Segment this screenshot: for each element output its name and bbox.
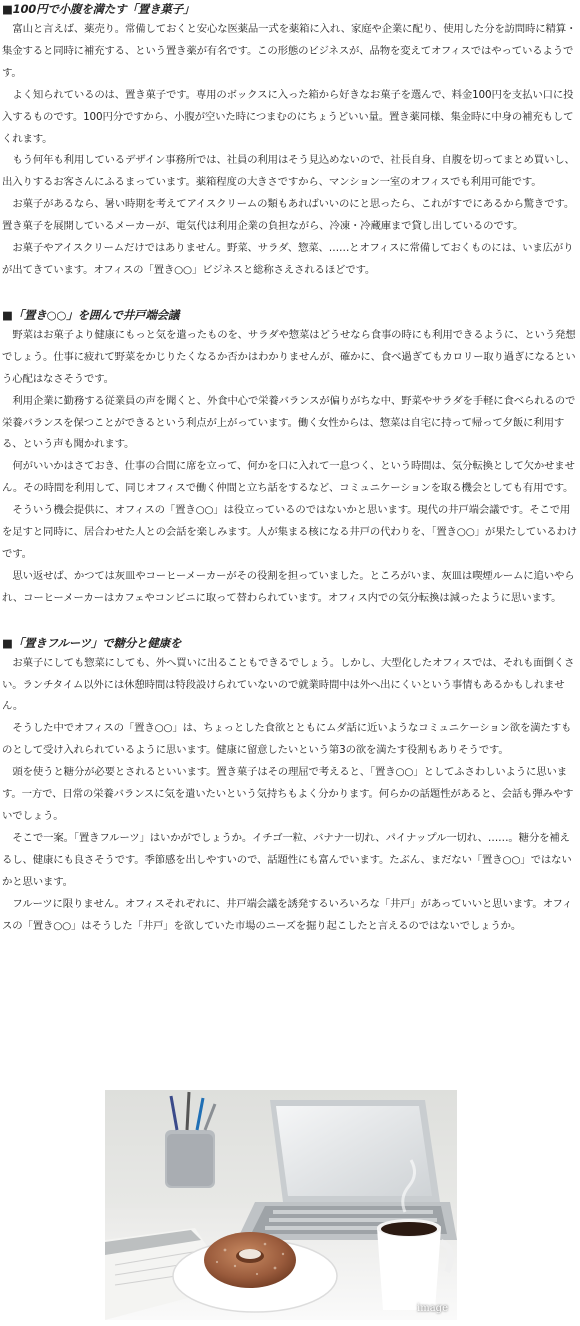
- paragraph: お菓子にしても惣菜にしても、外へ買いに出ることもできるでしょう。しかし、大型化したオフィスでは、それも面倒くさい。ランチタイム以外には休憩時間は特段設けられていないので就業時間中は外へ出にくいという事情もあるかもしれません。: [2, 656, 575, 713]
- paragraph: 思い返せば、かつては灰皿やコーヒーメーカーがその役割を担っていました。ところがいま、灰皿は喫煙ルームに追いやられ、コーヒーメーカーはカフェやコンビニに取って替わられています。オフィス内での気分転換は減ったように思います。: [2, 569, 575, 604]
- photo-caption: image: [417, 1303, 448, 1314]
- paragraph: 利用企業に勤務する従業員の声を聞くと、外食中心で栄養バランスが偏りがちな中、野菜やサラダを手軽に食べられるので栄養バランスを保つことができるという利点が上がっています。働く女性からは、惣菜は自宅に持って帰って夕飯に利用する、という声も聞かれます。: [2, 394, 576, 451]
- section-heading: ■100円で小腹を満たす「置き菓子」: [2, 2, 195, 16]
- section-1: [0, 0, 580, 282]
- paragraph: そうした中でオフィスの「置き○○」は、ちょっとした食欲とともにムダ話に近いようなコミュニケーション欲を満たすものとして受け入れられているように思います。健康に留意したいという第3の欲を満たす役割もありそうです。: [2, 722, 572, 757]
- section-3: [0, 634, 580, 938]
- section-spacer: [0, 282, 580, 306]
- paragraph: 何がいいかはさておき、仕事の合間に席を立って、何かを口に入れて一息つく、という時間は、気分転換として欠かせません。その時間を利用して、同じオフィスで働く仲間と立ち話をするなど、コミュニケーションを取る機会としても有用です。: [2, 460, 575, 495]
- paragraph: もう何年も利用しているデザイン事務所では、社員の利用はそう見込めないので、社長自身、自腹を切ってまとめ買いし、出入りするお客さんにふるまっています。薬箱程度の大きさですから、マンション一室のオフィスでも利用可能です。: [2, 154, 575, 189]
- paragraph: そこで一案。「置きフルーツ」はいかがでしょうか。イチゴ一粒、バナナ一切れ、パイナップル一切れ、……。糖分を補えるし、健康にも良さそうです。季節感を出しやすいので、話題性にも富んでいます。たぶん、まだない「置き○○」ではないかと思います。: [2, 831, 572, 888]
- paragraph: お菓子やアイスクリームだけではありません。野菜、サラダ、惣菜、……とオフィスに常備しておくものには、いま広がりが出てきています。オフィスの「置き○○」ビジネスと総称さえされるほどです。: [2, 242, 574, 276]
- section-heading: ■「置き○○」を囲んで井戸端会議: [2, 307, 180, 322]
- donut-icon: [204, 1232, 296, 1288]
- paragraph: よく知られているのは、置き菓子です。専用のボックスに入った箱から好きなお菓子を選んで、料金100円を支払い口に投入するものです。100円分ですから、小腹が空いた時につまむのにちょうどいい量。置き薬同様、集金時に中身の補充もしてくれます。: [2, 88, 574, 145]
- photo-illustration: [105, 1090, 457, 1320]
- office-desk-photo: [105, 1090, 457, 1320]
- section-2: [0, 306, 580, 610]
- paragraph: 富山と言えば、薬売り。常備しておくと安心な医薬品一式を薬箱に入れ、家庭や企業に配り、使用した分を訪問時に精算・集金すると同時に補充する、という置き薬が有名です。この形態のビジネスが、品物を変えてオフィスではやっているようです。: [2, 23, 577, 79]
- paragraph: 頭を使うと糖分が必要とされるといいます。置き菓子はその理屈で考えると、「置き○○」としてふさわしいように思います。一方で、日常の栄養バランスに気を遣いたいという気持ちもよく分かります。何らかの話題性があると、会話も弾みやすいでしょう。: [2, 766, 574, 822]
- section-heading: ■「置きフルーツ」で糖分と健康を: [2, 635, 182, 650]
- paragraph: そういう機会提供に、オフィスの「置き○○」は役立っているのではないかと思います。現代の井戸端会議です。そこで用を足すと同時に、居合わせた人との会話を楽しみます。人が集まる核になる井戸の代わりを、「置き○○」が果たしているわけです。: [2, 504, 578, 560]
- paragraph: お菓子があるなら、暑い時期を考えてアイスクリームの類もあればいいのにと思ったら、これがすでにあるから驚きです。置き菓子を展開しているメーカーが、電気代は利用企業の負担ながら、冷凍・冷蔵庫まで貸し出しているのです。: [2, 198, 575, 233]
- paragraph: 野菜はお菓子より健康にもっと気を遣ったものを、サラダや惣菜はどうせなら食事の時にも利用できるように、という発想でしょう。仕事に疲れて野菜をかじりたくなるか否かはわかりませんが、確かに、食べ過ぎてもカロリー取り過ぎになるという心配はなさそうです。: [2, 328, 576, 385]
- section-spacer: [0, 610, 580, 634]
- paragraph: フルーツに限りません。オフィスそれぞれに、井戸端会議を誘発するいろいろな「井戸」があっていいと思います。オフィスの「置き○○」はそうした「井戸」を欲していた市場のニーズを掘り起こしたと言えるのではないでしょうか。: [2, 897, 573, 932]
